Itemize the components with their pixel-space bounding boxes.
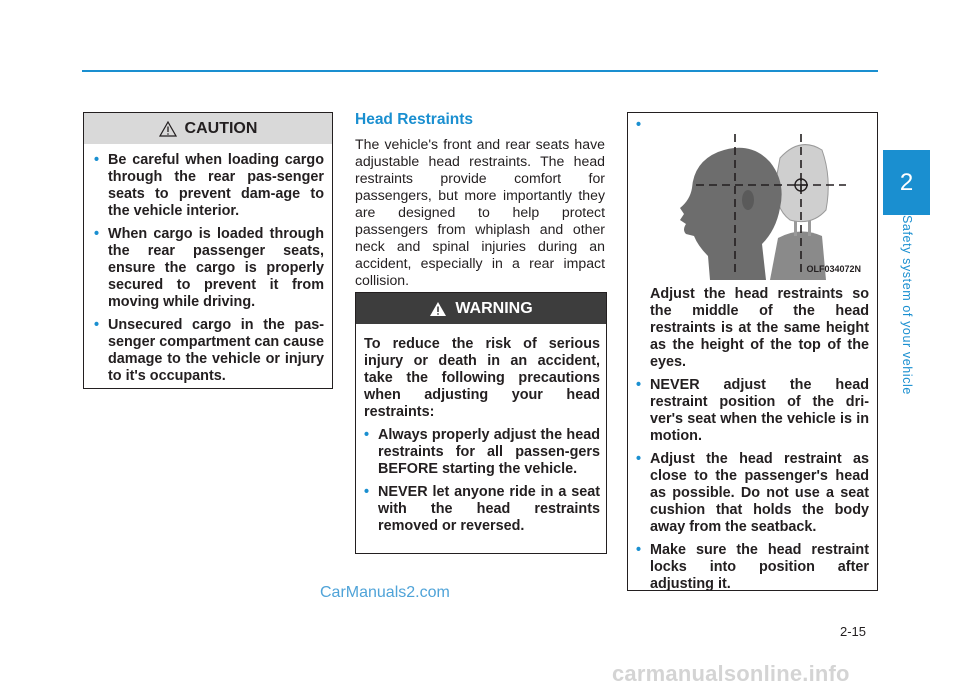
chapter-number: 2: [899, 168, 914, 196]
figure-code: OLF034072N: [806, 264, 861, 274]
warning-triangle-icon: [429, 301, 447, 317]
header-rule: [82, 70, 878, 72]
figure-caption: Adjust the head restraints so the middle of the head restraints is at the same height as the height of the top of the eyes.: [650, 286, 869, 370]
warning-triangle-icon: [159, 121, 177, 137]
section-title: Head Restraints: [355, 111, 474, 128]
head-restraint-panel: [627, 112, 878, 591]
warning-body: [356, 324, 606, 535]
warning-box: [355, 292, 607, 554]
caution-item: • Be careful when loading cargo through the rear pas-senger seats to prevent dam-age to the vehicle interior.: [94, 152, 324, 220]
page-number: 2-15: [840, 624, 867, 639]
panel-item: • Adjust the head restraint as close to the passenger's head as possible. Do not use a seat cushion that holds the body away from the seatback.: [636, 451, 869, 536]
chapter-tab: [883, 150, 930, 215]
caution-item: • When cargo is loaded through the rear passenger seats, ensure the cargo is properly secured to prevent it from moving while driving.: [94, 226, 324, 311]
warning-title: WARNING: [455, 299, 533, 317]
panel-item: • Make sure the head restraint locks into position after adjusting it.: [636, 542, 869, 593]
warning-intro: To reduce the risk of serious injury or death in an accident, take the following precautions when adjusting your head restraints:: [364, 336, 600, 420]
head-restraint-illustration: [650, 128, 865, 280]
caution-header: [84, 113, 332, 144]
caution-item: • Unsecured cargo in the pas-senger compartment can cause damage to the vehicle or injury to it's occupants.: [94, 317, 324, 385]
section-text: The vehicle's front and rear seats have adjustable head restraints. The head restraints provide comfort for passengers, but more importantly they are designed to help protect passengers from whiplash and other neck and spinal injuries during an accident, especially in a rear impact collision.: [355, 136, 605, 288]
warning-header: [356, 293, 606, 324]
footer-watermark: carmanualsonline.info: [612, 661, 850, 686]
warning-item: • NEVER let anyone ride in a seat with the head restraints removed or reversed.: [364, 484, 600, 535]
panel-body: [628, 113, 877, 593]
caution-box: [83, 112, 333, 389]
caution-title: CAUTION: [184, 119, 258, 137]
lead-bullet: [636, 113, 869, 127]
chapter-title: Safety system of your vehicle: [900, 215, 914, 395]
head-restraint-figure: [650, 128, 865, 280]
warning-item: • Always properly adjust the head restraints for all passen-gers BEFORE starting the vehicle.: [364, 427, 600, 478]
watermark-link[interactable]: CarManuals2.com: [320, 584, 450, 601]
caution-body: [84, 144, 332, 385]
panel-item: • NEVER adjust the head restraint position of the dri-ver's seat when the vehicle is in motion.: [636, 377, 869, 445]
